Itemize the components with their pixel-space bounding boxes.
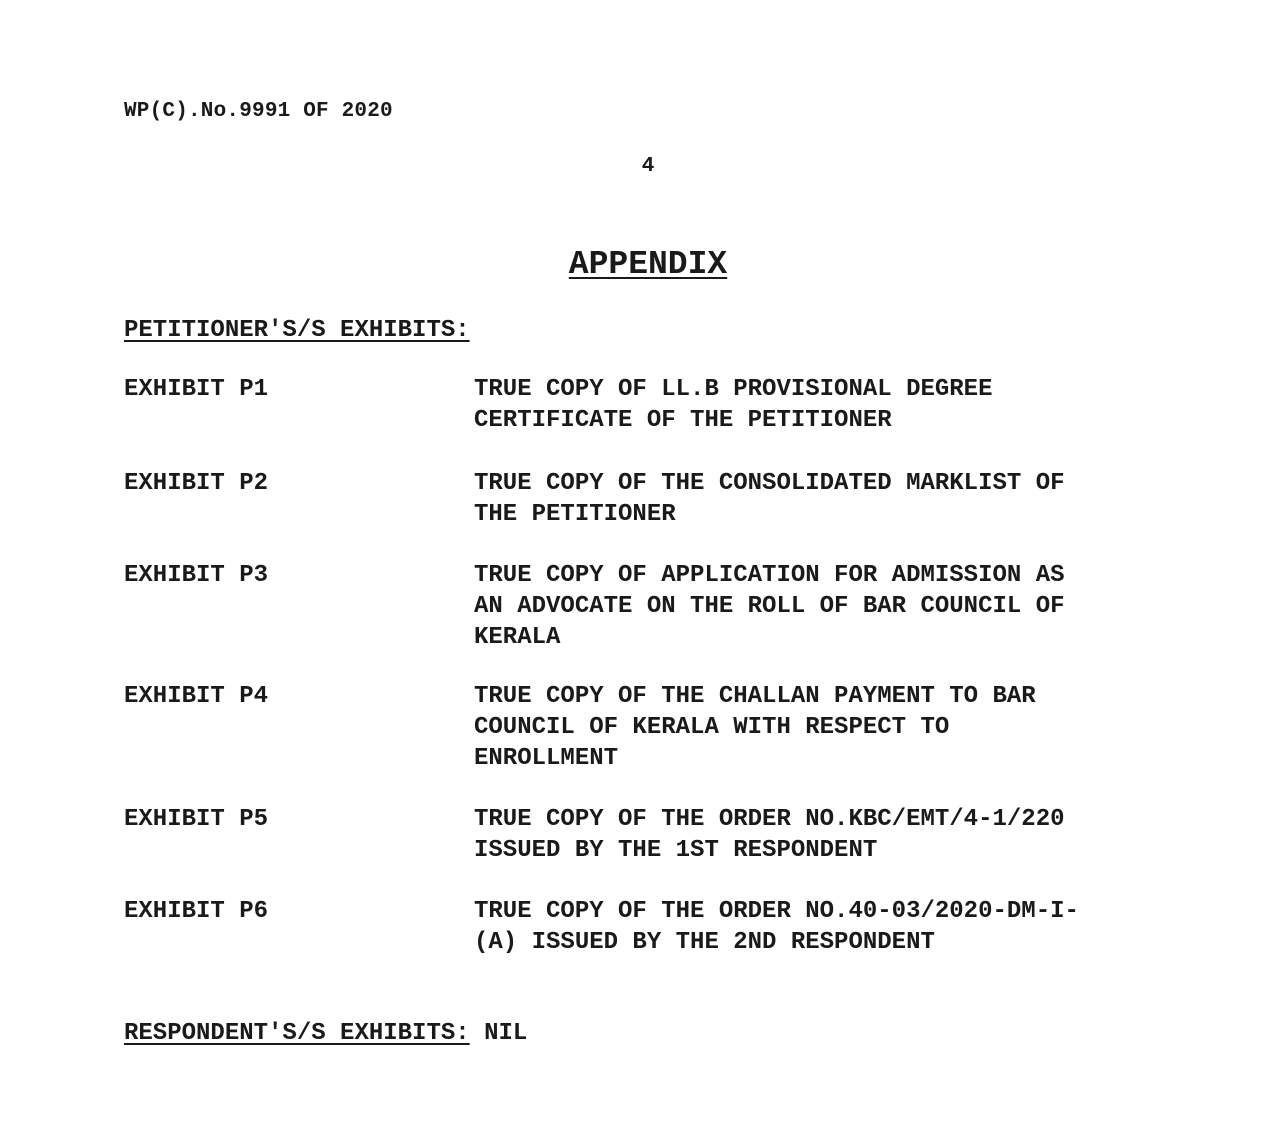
respondent-exhibits-value: NIL <box>484 1020 528 1047</box>
respondent-exhibits-heading <box>124 1020 527 1047</box>
petitioner-exhibits-heading-text: PETITIONER'S/S EXHIBITS: <box>124 317 470 344</box>
exhibit-description: TRUE COPY OF THE CHALLAN PAYMENT TO BAR COUNCIL OF KERALA WITH RESPECT TO ENROLLMENT <box>474 683 1036 772</box>
exhibit-label: EXHIBIT P6 <box>124 898 269 925</box>
respondent-exhibits-heading-text: RESPONDENT'S/S EXHIBITS: <box>124 1020 470 1047</box>
appendix-title: APPENDIX <box>568 246 728 283</box>
exhibit-label: EXHIBIT P5 <box>124 806 269 833</box>
exhibit-description: TRUE COPY OF APPLICATION FOR ADMISSION AS AN ADVOCATE ON THE ROLL OF BAR COUNCIL OF KERALA <box>474 562 1065 651</box>
petitioner-exhibits-heading <box>124 317 470 344</box>
exhibit-description: TRUE COPY OF THE CONSOLIDATED MARKLIST OF THE PETITIONER <box>474 470 1065 528</box>
exhibit-label: EXHIBIT P3 <box>124 562 269 589</box>
exhibit-description: TRUE COPY OF LL.B PROVISIONAL DEGREE CERTIFICATE OF THE PETITIONER <box>474 376 993 434</box>
exhibit-label: EXHIBIT P2 <box>124 470 269 497</box>
exhibit-label: EXHIBIT P1 <box>124 376 269 403</box>
page-number: 4 <box>641 155 655 178</box>
exhibit-description: TRUE COPY OF THE ORDER NO.KBC/EMT/4-1/220 ISSUED BY THE 1ST RESPONDENT <box>474 806 1065 864</box>
exhibit-description: TRUE COPY OF THE ORDER NO.40-03/2020-DM-I- (A) ISSUED BY THE 2ND RESPONDENT <box>474 898 1079 956</box>
exhibit-label: EXHIBIT P4 <box>124 683 269 710</box>
case-number: WP(C).No.9991 OF 2020 <box>124 100 393 123</box>
